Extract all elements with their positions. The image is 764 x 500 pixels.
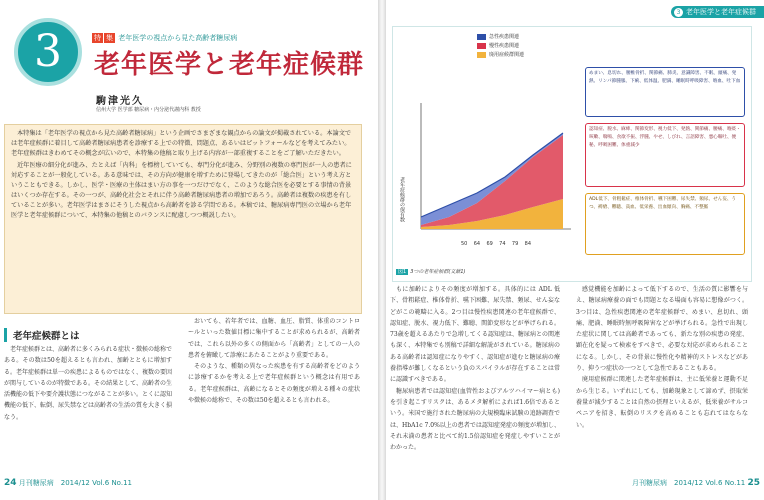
legend-swatch bbox=[477, 43, 486, 49]
footer-left bbox=[4, 478, 132, 488]
figure-area-chart bbox=[415, 99, 575, 239]
special-tag-text: 老年医学の視点から見た高齢者糖尿病 bbox=[118, 34, 238, 42]
running-number: 3 bbox=[674, 8, 683, 17]
figure-caption bbox=[396, 268, 465, 275]
chapter-number-badge: 3 bbox=[14, 18, 82, 86]
footer-right bbox=[632, 478, 760, 488]
right-page bbox=[386, 0, 764, 500]
tag-box-2: 集 bbox=[106, 34, 113, 42]
page-gutter bbox=[378, 0, 386, 500]
lead-paragraph: 本特集は「老年医学の視点から見た高齢者糖尿病」という企画でさまざまな観点からの論文が掲載されている。本論文では老年症候群に着目して高齢者糖尿病患者を診療する上での特徴、問題点、あるいはピットフォールなどを考えてみたい。老年症候群はきわめてその概念が広いので、本特集の他稿と取り上げる内容が一部重複することをご了解いただきたい。 bbox=[11, 130, 352, 157]
body-paragraph: 糖尿病患者では認知症(血管性およびアルツハイマー病とも)を引き起こすリスクは、あるメタ解析によれば1.6倍であるという。米国で施行された糖尿病の大規模臨床試験の追跡調査では、HbA1c 7.0%以上の患者では認知症発症の頻度が増加し、それ未満の患者と比べて約1.5倍認知症を発症しやすいことがわかった。 bbox=[390, 387, 560, 452]
body-paragraph: 老年症候群とは、高齢者に多くみられる症状・徴候の総称である。その数は50を超えるとも言われ、加齢とともに増加する。老年症候群は単一の疾患によるものではなく、複数の要因が関与しているのが特徴である。その結果として、高齢者の生活機能の低下や要介護状態につながることが多い。とくに認知機能の低下、転倒、尿失禁などは高齢者の生活の質を大きく損なう。 bbox=[4, 346, 172, 421]
annotation-chronic: 認知症、脱水、麻痺、関節変形、視力低下、発熱、関節痛、腰痛、喀痰・咳嗽、喘鳴、食欲不振、浮腫、やせ、しびれ、言語障害、悪心嘔吐、便秘、呼吸困難、体重減少 bbox=[585, 123, 745, 187]
body-column-2 bbox=[188, 316, 360, 474]
running-header bbox=[671, 6, 764, 18]
figure-caption-tag: 図1 bbox=[398, 269, 407, 275]
left-page bbox=[0, 0, 378, 500]
running-title: 老年医学と老年症候群 bbox=[686, 8, 756, 16]
body-paragraph: もに加齢によりその頻度が増加する。具体的には ADL 低下、骨粗鬆症、椎体骨折、嚥下困難、尿失禁、頻尿、せん妄などがこの範疇に入る。2つ目は慢性疾患関連の老年症候群で、認知症、脱水、視力低下、難聴、関節変形などが挙げられる。73歳を超えるあたりで急増してくる認知症は、糖尿病との関連も深く、本特集でも別稿で詳細な解説がされている。糖尿病のある高齢者は認知症になりやすく、認知症が進むと糖尿病の療養指導が難しくなるという負のスパイラルが存在することは常に認識すべきである。 bbox=[390, 286, 560, 384]
body-paragraph: おいても、若年者では、血糖、血圧、脂質、体重のコントロールといった数値目標に集中することが求められるが、高齢者では、これら以外の多くの側面から「高齢者」としての一人の患者を俯瞰して診療にあたることがより重要である。 bbox=[188, 318, 360, 359]
tag-box-1: 特 bbox=[94, 34, 101, 42]
figure-caption-text: 3つの老年症候群(文献1) bbox=[410, 269, 466, 275]
footer-journal: 月刊糖尿病 2014/12 Vol.6 No.11 bbox=[632, 479, 746, 487]
annotation-disuse: ADL低下、骨粗鬆症、椎体骨折、嚥下困難、尿失禁、頻尿、せん妄、うつ、褥瘡、難聴、貧血、低栄養、出血傾向、胸痛、不整脈 bbox=[585, 193, 745, 255]
body-paragraph: そのような、種類の異なった疾患を有する高齢者をどのように診療するかを考える上で老年症候群という概念は有用である。老年症候群は、高齢になるとその頻度が増える種々の症状や徴候の総称で、その数は50を超えるとも言われる。 bbox=[188, 363, 360, 405]
lead-box bbox=[4, 124, 362, 314]
figure-1 bbox=[392, 26, 752, 282]
special-feature-tag bbox=[92, 33, 237, 43]
page-number: 25 bbox=[747, 478, 760, 488]
legend-item: 慢性疾患関連 bbox=[477, 42, 524, 49]
age-axis-labels: 50 64 69 74 79 84 bbox=[460, 241, 532, 247]
legend-swatch bbox=[477, 52, 486, 58]
body-column-1 bbox=[4, 344, 172, 474]
body-column-3 bbox=[390, 284, 560, 474]
figure-y-label: 老年症候群の保有数 bbox=[399, 177, 405, 222]
legend-swatch bbox=[477, 34, 486, 40]
lead-paragraph: 近年医療の細分化が進み、たとえば「内科」を標榜していても、専門分化が進み、分野別の複数の専門医が一人の患者に対応することが一般化している。ある意味では、その方向が健康を増すために登場してきたのが「総合医」という考え方ということもできる。しかし、医学・医療の主体はまい方の事を一つだけでなく、このような総合医を必要とする事情の背景はいくつか存在する。その一つが、高齢化社会とそれに伴う高齢者糖尿病患者の増加であろう。高齢者は複数の疾患を有していることが多い。老年医学はまさにそうした視点から高齢者を診る学問である。本稿では、糖尿病専門医の立場から老年医学と老年症候群について、本特集の他稿とのバランスに配慮しつつ概説したい。 bbox=[11, 162, 352, 219]
footer-journal: 月刊糖尿病 2014/12 Vol.6 No.11 bbox=[18, 479, 132, 487]
author-name: 駒津光久 bbox=[96, 96, 144, 107]
section-heading: 老年症候群とは bbox=[4, 328, 80, 342]
figure-legend bbox=[477, 33, 524, 60]
author-affiliation: 信州大学 医学部 糖尿病・内分泌代謝内科 教授 bbox=[96, 107, 201, 113]
page-number: 24 bbox=[4, 478, 17, 488]
legend-item: 急性疾患関連 bbox=[477, 33, 524, 40]
legend-item: 廃用症候群関連 bbox=[477, 51, 524, 58]
body-paragraph: 感覚機能を加齢によって低下するので、生活の質に影響を与え、糖尿病療養の面でも問題となる場面も容易に想像がつく。3つ目は、急性疾患関連の老年症候群で、めまい、息切れ、頭痛、肥満、睡眠時無呼吸障害などが挙げられる。急性で出現した症状に関しては高齢者であっても、新たな別の疾患の発症、顕在化を疑って検索をすべきで、必要な対応が求められることになる。しかし、その背景に慢性化や精神的ストレスなどがあり、抑うつ症状の一つとして急性であることもある。 bbox=[576, 286, 748, 373]
body-paragraph: 廃用症候群に関連した老年症候群は、主に低栄養と運動不足から生じる。いずれにしても、加齢現象として諦めず、摂取栄養量が減少することは自然の摂理といえるが、低栄養がサルコペニアを招き、転倒のリスクを高めることも忘れてはならない。 bbox=[576, 376, 748, 429]
body-column-4 bbox=[576, 284, 748, 474]
article-title: 老年医学と老年症候群 bbox=[94, 50, 365, 80]
annotation-acute: めまい、息切れ、腰椎骨折、関節痛、肺炎、意識障害、不眠、頭痛、発熱、リンパ節腫脹、下痢、低体温、肥満、睡眠時呼吸障害、喀血、吐下血 bbox=[585, 67, 745, 117]
